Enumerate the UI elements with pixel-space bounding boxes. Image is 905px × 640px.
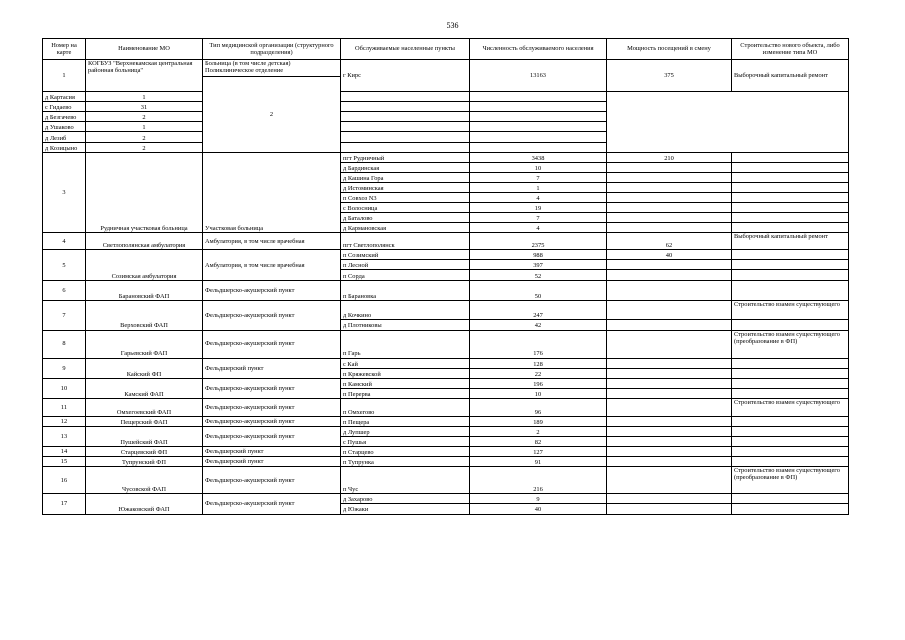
construction-note <box>732 152 849 162</box>
row-number: 8 <box>43 330 86 358</box>
locality-name: п Барановка <box>341 281 470 301</box>
capacity-value <box>607 416 732 426</box>
mo-name: Рудничная участковая больница <box>86 152 203 233</box>
capacity-value <box>607 213 732 223</box>
construction-note <box>470 102 607 112</box>
table-row <box>43 416 849 426</box>
org-type: Больница (в том числе детская) Поликлиническое отделение <box>203 60 341 77</box>
mo-name: Пушейский ФАП <box>86 426 203 446</box>
population-value: 176 <box>470 330 607 358</box>
row-number: 15 <box>43 457 86 467</box>
population-value: 988 <box>470 250 607 260</box>
header-capacity: Мощность посещений в смену <box>607 39 732 60</box>
locality-name: п Гарь <box>341 330 470 358</box>
org-type: Фельдшерский пункт <box>203 447 341 457</box>
org-type: Фельдшерско-акушерский пункт <box>203 467 341 494</box>
row-number: 5 <box>43 250 86 281</box>
population-value: 4 <box>470 193 607 203</box>
construction-note <box>732 416 849 426</box>
locality-name: п Камский <box>341 378 470 388</box>
row-number: 9 <box>43 358 86 378</box>
mo-name: Барановский ФАП <box>86 281 203 301</box>
construction-note <box>470 122 607 132</box>
population-value: 1 <box>86 92 203 102</box>
capacity-value <box>607 447 732 457</box>
header-population: Численность обслуживаемого населения <box>470 39 607 60</box>
capacity-value <box>607 378 732 388</box>
population-value: 1 <box>470 182 607 192</box>
construction-note: Строительство взамен существующего <box>732 301 849 320</box>
construction-note <box>732 358 849 368</box>
org-type: Фельдшерско-акушерский пункт <box>203 398 341 416</box>
org-type: Фельдшерский пункт <box>203 358 341 378</box>
population-value: 31 <box>86 102 203 112</box>
locality-name: п Лесной <box>341 260 470 270</box>
locality-name: д Захарово <box>341 494 470 504</box>
table-row <box>43 281 849 301</box>
construction-note <box>732 494 849 504</box>
capacity-value <box>607 320 732 330</box>
population-value: 216 <box>470 467 607 494</box>
table-row <box>43 398 849 416</box>
org-type: Фельдшерско-акушерский пункт <box>203 378 341 398</box>
population-value: 13163 <box>470 60 607 92</box>
construction-note <box>732 260 849 270</box>
org-type: Фельдшерско-акушерский пункт <box>203 330 341 358</box>
medical-organizations-table <box>42 38 849 515</box>
locality-name: д Плотниковы <box>341 320 470 330</box>
population-value: 96 <box>470 398 607 416</box>
construction-value: Выборочный капитальный ремонт <box>732 60 849 92</box>
construction-note <box>732 182 849 192</box>
population-value: 82 <box>470 437 607 447</box>
capacity-value <box>607 368 732 378</box>
population-value: 50 <box>470 281 607 301</box>
population-value: 1 <box>86 122 203 132</box>
capacity-value <box>607 260 732 270</box>
capacity-value <box>607 203 732 213</box>
construction-note <box>470 132 607 142</box>
mo-name: Чусовской ФАП <box>86 467 203 494</box>
population-value: 127 <box>470 447 607 457</box>
org-type: Амбулатория, в том числе врачебная <box>203 250 341 281</box>
population-value: 9 <box>470 494 607 504</box>
table-row <box>43 330 849 358</box>
capacity-value <box>341 142 470 152</box>
locality-name: д Ушаково <box>43 122 86 132</box>
locality-name: д Истоминская <box>341 182 470 192</box>
header-num: Номер на карте <box>43 39 86 60</box>
locality-name: с Гидаево <box>43 102 86 112</box>
construction-note: Строительство взамен существующего (преобразование в ФП) <box>732 330 849 358</box>
construction-note: Строительство взамен существующего (преобразование в ФП) <box>732 467 849 494</box>
org-type: Амбулатория, в том числе врачебная <box>203 233 341 250</box>
construction-note <box>732 368 849 378</box>
construction-note <box>732 457 849 467</box>
org-type: Фельдшерско-акушерский пункт <box>203 281 341 301</box>
construction-note <box>732 426 849 436</box>
locality-name: пгт Светлополянск <box>341 233 470 250</box>
row-number: 3 <box>43 152 86 233</box>
locality-name: д Безгачево <box>43 112 86 122</box>
population-value: 3438 <box>470 152 607 162</box>
mo-name: Омхегоевский ФАП <box>86 398 203 416</box>
table-row <box>43 447 849 457</box>
population-value: 40 <box>470 504 607 514</box>
construction-note <box>732 213 849 223</box>
capacity-value <box>607 504 732 514</box>
locality-name: п Тупрунка <box>341 457 470 467</box>
capacity-value <box>607 270 732 281</box>
table-row <box>43 122 849 132</box>
locality-name: п Совхоз N3 <box>341 193 470 203</box>
row-number: 4 <box>43 233 86 250</box>
table-row <box>43 142 849 152</box>
mo-name: Камский ФАП <box>86 378 203 398</box>
capacity-value <box>607 330 732 358</box>
row-number: 7 <box>43 301 86 330</box>
locality-name: с Волосница <box>341 203 470 213</box>
construction-note <box>732 223 849 233</box>
population-value: 10 <box>470 162 607 172</box>
construction-note <box>470 142 607 152</box>
table-row <box>43 92 849 102</box>
locality-name: п Созимский <box>341 250 470 260</box>
row-number: 17 <box>43 494 86 514</box>
capacity-value <box>341 102 470 112</box>
locality-name: д Кочкино <box>341 301 470 320</box>
row-number: 14 <box>43 447 86 457</box>
capacity-value: 375 <box>607 60 732 92</box>
row-number: 11 <box>43 398 86 416</box>
table-row <box>43 358 849 368</box>
construction-note <box>732 172 849 182</box>
table-row <box>43 467 849 494</box>
row-number: 6 <box>43 281 86 301</box>
construction-note <box>732 447 849 457</box>
row-number: 12 <box>43 416 86 426</box>
capacity-value <box>607 182 732 192</box>
mo-name: Пещерский ФАП <box>86 416 203 426</box>
locality-name: д Лупшер <box>341 426 470 436</box>
capacity-value: 62 <box>607 233 732 250</box>
locality-name: п Сорда <box>341 270 470 281</box>
population-value: 7 <box>470 213 607 223</box>
header-construction: Строительство нового объекта, либо изменение типа МО <box>732 39 849 60</box>
org-type: Участковая больница <box>203 152 341 233</box>
mo-name: КОГБУЗ "Верхнекамская центральная районная больница" <box>86 60 203 92</box>
table-row <box>43 233 849 250</box>
capacity-value <box>607 437 732 447</box>
capacity-value <box>341 132 470 142</box>
row-number: 1 <box>43 60 86 92</box>
row-number: 2 <box>203 77 341 153</box>
locality-name: п Перерва <box>341 388 470 398</box>
mo-name: Южаковский ФАП <box>86 494 203 514</box>
locality-name: д Баталово <box>341 213 470 223</box>
org-type: Фельдшерско-акушерский пункт <box>203 416 341 426</box>
construction-note <box>732 203 849 213</box>
table-row <box>43 457 849 467</box>
construction-note: Строительство взамен существующего <box>732 398 849 416</box>
population-value: 4 <box>470 223 607 233</box>
capacity-value <box>607 426 732 436</box>
construction-note <box>732 378 849 388</box>
table-body <box>43 60 849 515</box>
header-mo: Наименование МО <box>86 39 203 60</box>
population-value: 52 <box>470 270 607 281</box>
org-type: Фельдшерский пункт <box>203 457 341 467</box>
row-number: 16 <box>43 467 86 494</box>
locality-name: д Южаки <box>341 504 470 514</box>
table-row <box>43 301 849 320</box>
locality-name: д Кашина Гора <box>341 172 470 182</box>
construction-note <box>470 112 607 122</box>
locality-name: п Пещера <box>341 416 470 426</box>
population-value: 247 <box>470 301 607 320</box>
table-row <box>43 60 849 77</box>
org-type: Фельдшерско-акушерский пункт <box>203 301 341 330</box>
population-value: 189 <box>470 416 607 426</box>
capacity-value: 210 <box>607 152 732 162</box>
population-value: 91 <box>470 457 607 467</box>
row-number: 10 <box>43 378 86 398</box>
table-row <box>43 494 849 504</box>
org-type: Фельдшерско-акушерский пункт <box>203 426 341 446</box>
capacity-value <box>607 301 732 320</box>
table-row <box>43 152 849 162</box>
header-locality: Обслуживаемые населенные пункты <box>341 39 470 60</box>
capacity-value <box>607 388 732 398</box>
locality-name: п Омхегово <box>341 398 470 416</box>
construction-note <box>732 270 849 281</box>
mo-name: Тупрунский ФП <box>86 457 203 467</box>
mo-name: Созимская амбулатория <box>86 250 203 281</box>
construction-note <box>470 92 607 102</box>
population-value: 2 <box>470 426 607 436</box>
population-value: 19 <box>470 203 607 213</box>
mo-name: Светлополянская амбулатория <box>86 233 203 250</box>
capacity-value <box>607 494 732 504</box>
table-row <box>43 112 849 122</box>
population-value: 2375 <box>470 233 607 250</box>
population-value: 2 <box>86 132 203 142</box>
capacity-value <box>607 358 732 368</box>
construction-note <box>732 320 849 330</box>
population-value: 7 <box>470 172 607 182</box>
capacity-value <box>607 162 732 172</box>
population-value: 397 <box>470 260 607 270</box>
table-row <box>43 132 849 142</box>
table-row <box>43 250 849 260</box>
population-value: 196 <box>470 378 607 388</box>
construction-note <box>732 250 849 260</box>
org-type: Фельдшерско-акушерский пункт <box>203 494 341 514</box>
construction-note: Выборочный капитальный ремонт <box>732 233 849 250</box>
locality-name: с Кай <box>341 358 470 368</box>
mo-name: Кайский ФП <box>86 358 203 378</box>
population-value: 2 <box>86 112 203 122</box>
capacity-value <box>607 193 732 203</box>
population-value: 10 <box>470 388 607 398</box>
locality-name: д Картасия <box>43 92 86 102</box>
locality-name: д Бардинская <box>341 162 470 172</box>
mo-name: Верховский ФАП <box>86 301 203 330</box>
capacity-value <box>341 112 470 122</box>
capacity-value <box>607 467 732 494</box>
locality-name: д Лезиб <box>43 132 86 142</box>
table-row <box>43 378 849 388</box>
mo-name: Старцевский ФП <box>86 447 203 457</box>
construction-note <box>732 281 849 301</box>
locality-name: г Кирс <box>341 60 470 92</box>
table-header-row <box>43 39 849 60</box>
capacity-value <box>607 457 732 467</box>
population-value: 2 <box>86 142 203 152</box>
construction-note <box>732 388 849 398</box>
row-number: 13 <box>43 426 86 446</box>
locality-name: п Чус <box>341 467 470 494</box>
construction-note <box>732 437 849 447</box>
capacity-value <box>607 172 732 182</box>
population-value: 22 <box>470 368 607 378</box>
capacity-value <box>341 92 470 102</box>
construction-note <box>732 504 849 514</box>
mo-name: Гарьевский ФАП <box>86 330 203 358</box>
locality-name: п Кряжевской <box>341 368 470 378</box>
population-value: 128 <box>470 358 607 368</box>
capacity-value <box>341 122 470 132</box>
locality-name: д Козицыно <box>43 142 86 152</box>
population-value: 42 <box>470 320 607 330</box>
page-number: 536 <box>446 21 459 30</box>
capacity-value <box>607 223 732 233</box>
table-row <box>43 102 849 112</box>
construction-note <box>732 162 849 172</box>
capacity-value <box>607 398 732 416</box>
locality-name: пгт Рудничный <box>341 152 470 162</box>
construction-note <box>732 193 849 203</box>
capacity-value: 40 <box>607 250 732 260</box>
header-type: Тип медицинской организации (структурного подразделения) <box>203 39 341 60</box>
locality-name: п Старцево <box>341 447 470 457</box>
capacity-value <box>607 281 732 301</box>
table-row <box>43 426 849 436</box>
locality-name: д Кармановская <box>341 223 470 233</box>
locality-name: с Пушья <box>341 437 470 447</box>
